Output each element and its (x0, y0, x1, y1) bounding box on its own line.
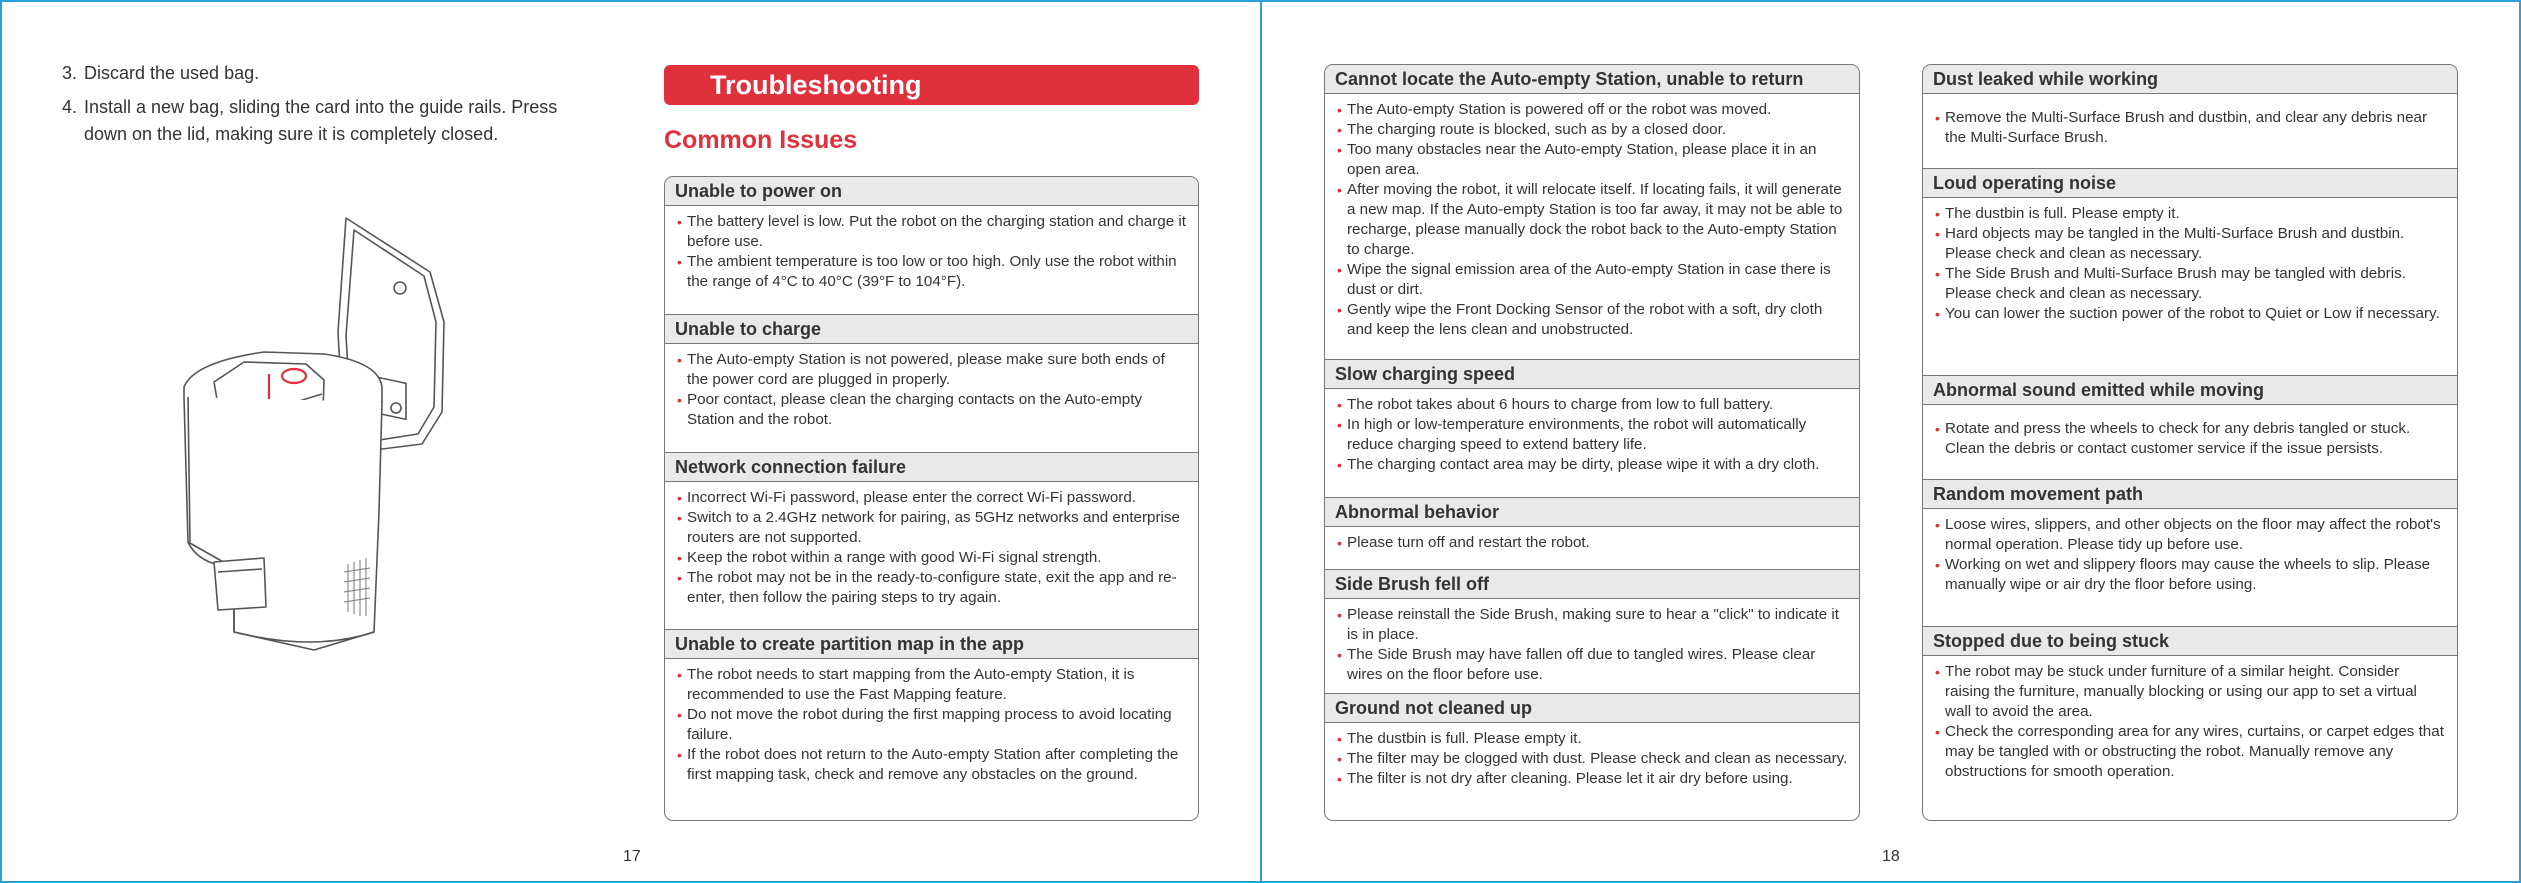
section-header: Cannot locate the Auto-empty Station, unable to return (1325, 65, 1859, 94)
bullet-item: • The robot takes about 6 hours to charge from low to full battery. (1337, 396, 1774, 413)
section-header: Unable to create partition map in the app (665, 630, 1198, 659)
auto-empty-station-illustration (174, 212, 454, 662)
bullet-item: • Rotate and press the wheels to check for any debris tangled or stuck. Clean the debris or contact customer service if the issue persists. (1935, 420, 2411, 457)
bullet-item: • The charging contact area may be dirty, please wipe it with a dry cloth. (1337, 456, 1820, 473)
bullet-item: • The robot may be stuck under furniture of a similar height. Consider raising the furniture, manually blocking or using our app to set a virtual wall to avoid the area. (1935, 663, 2417, 720)
bullet-item: • Incorrect Wi-Fi password, please enter the correct Wi-Fi password. (677, 489, 1137, 506)
right-issues-table-1 (1324, 64, 1860, 821)
section-body (1923, 198, 2457, 376)
section-body (665, 659, 1198, 819)
bullet-item: • The robot may not be in the ready-to-configure state, exit the app and re-enter, then follow the pairing steps to try again. (677, 569, 1177, 606)
left-issues-table (664, 176, 1199, 821)
section-header: Loud operating noise (1923, 169, 2457, 198)
bullet-item: • Keep the robot within a range with good Wi-Fi signal strength. (677, 549, 1102, 566)
bullet-item: • Do not move the robot during the first mapping process to avoid locating failure. (677, 706, 1172, 743)
bullet-item: • The Side Brush may have fallen off due to tangled wires. Please clear wires on the floor before use. (1337, 646, 1816, 683)
section-header: Network connection failure (665, 453, 1198, 482)
bullet-item: • Please reinstall the Side Brush, making sure to hear a "click" to indicate it is in place. (1337, 606, 1839, 643)
troubleshooting-banner: Troubleshooting (664, 65, 1199, 105)
bullet-item: • Remove the Multi-Surface Brush and dustbin, and clear any debris near the Multi-Surface Brush. (1935, 109, 2428, 146)
bullet-item: • Working on wet and slippery floors may cause the wheels to slip. Please manually wipe or air dry the floor before using. (1935, 556, 2431, 593)
section-body (665, 482, 1198, 630)
bullet-item: • You can lower the suction power of the robot to Quiet or Low if necessary. (1935, 305, 2440, 322)
section-body (665, 206, 1198, 315)
bullet-item: • Gently wipe the Front Docking Sensor of the robot with a soft, dry cloth and keep the lens clean and unobstructed. (1337, 301, 1823, 338)
bullet-item: • Loose wires, slippers, and other objects on the floor may affect the robot's normal operation. Please tidy up before use. (1935, 516, 2441, 553)
section-header: Unable to power on (665, 177, 1198, 206)
section-body (1923, 656, 2457, 821)
bullet-item: • The robot needs to start mapping from the Auto-empty Station, it is recommended to use the Fast Mapping feature. (677, 666, 1135, 703)
bullet-item: • The Auto-empty Station is not powered, please make sure both ends of the power cord are plugged in properly. (677, 351, 1165, 388)
section-header: Random movement path (1923, 480, 2457, 509)
common-issues-heading: Common Issues (664, 126, 858, 154)
bullet-item: • Check the corresponding area for any wires, curtains, or carpet edges that may be tangled with or obstructing the robot. Manually remove any obstructions for smooth operation. (1935, 723, 2444, 780)
bullet-item: • The filter may be clogged with dust. Please check and clean as necessary. (1337, 750, 1848, 767)
step-3 (62, 60, 604, 87)
step-4 (62, 94, 604, 148)
right-page (1260, 0, 2521, 883)
section-body (1325, 94, 1859, 360)
bullet-item: • The dustbin is full. Please empty it. (1337, 730, 1582, 747)
bullet-item: • Too many obstacles near the Auto-empty Station, please place it in an open area. (1337, 141, 1817, 178)
section-header: Side Brush fell off (1325, 570, 1859, 599)
bullet-item: • If the robot does not return to the Auto-empty Station after completing the first mapping task, check and remove any obstacles on the ground. (677, 746, 1179, 783)
bullet-item: • The battery level is low. Put the robot on the charging station and charge it before use. (677, 213, 1186, 250)
bullet-item: • In high or low-temperature environments, the robot will automatically reduce charging speed to extend battery life. (1337, 416, 1807, 453)
bullet-item: • The ambient temperature is too low or too high. Only use the robot within the range of 4°C to 40°C (39°F to 104°F). (677, 253, 1177, 290)
section-header: Unable to charge (665, 315, 1198, 344)
bullet-item: • The charging route is blocked, such as by a closed door. (1337, 121, 1727, 138)
section-body (1325, 723, 1859, 813)
step-number: 3. (62, 63, 78, 83)
bullet-item: • Switch to a 2.4GHz network for pairing, as 5GHz networks and enterprise routers are not supported. (677, 509, 1180, 546)
section-body (1923, 509, 2457, 627)
section-header: Ground not cleaned up (1325, 694, 1859, 723)
bullet-item: • Please turn off and restart the robot. (1337, 534, 1590, 551)
section-body (1923, 405, 2457, 480)
right-issues-table-2 (1922, 64, 2458, 821)
step-text: Install a new bag, sliding the card into the guide rails. Press down on the lid, making sure it is completely closed. (84, 97, 558, 144)
section-body (665, 344, 1198, 453)
page-number: 17 (623, 848, 641, 865)
bullet-item: • Hard objects may be tangled in the Multi-Surface Brush and dustbin. Please check and clean as necessary. (1935, 225, 2405, 262)
section-header: Slow charging speed (1325, 360, 1859, 389)
section-header: Abnormal behavior (1325, 498, 1859, 527)
section-body (1325, 599, 1859, 694)
bullet-item: • The Auto-empty Station is powered off or the robot was moved. (1337, 101, 1772, 118)
section-body (1923, 94, 2457, 169)
step-number: 4. (62, 97, 78, 117)
bullet-item: • The filter is not dry after cleaning. Please let it air dry before using. (1337, 770, 1793, 787)
step-text: Discard the used bag. (84, 63, 260, 83)
bullet-item: • The dustbin is full. Please empty it. (1935, 205, 2180, 222)
section-body (1325, 389, 1859, 498)
bullet-item: • Wipe the signal emission area of the Auto-empty Station in case there is dust or dirt. (1337, 261, 1831, 298)
section-body (1325, 527, 1859, 570)
section-header: Dust leaked while working (1923, 65, 2457, 94)
section-header: Abnormal sound emitted while moving (1923, 376, 2457, 405)
section-header: Stopped due to being stuck (1923, 627, 2457, 656)
bullet-item: • Poor contact, please clean the charging contacts on the Auto-empty Station and the robot. (677, 391, 1143, 428)
bullet-item: • After moving the robot, it will relocate itself. If locating fails, it will generate a new map. If the Auto-empty Station is too far away, it may not be able to recharge, please manually dock the robot back to the Auto-empty Station to charge. (1337, 181, 1843, 258)
bullet-item: • The Side Brush and Multi-Surface Brush may be tangled with debris. Please check and clean as necessary. (1935, 265, 2406, 302)
page-number: 18 (1882, 848, 1900, 865)
